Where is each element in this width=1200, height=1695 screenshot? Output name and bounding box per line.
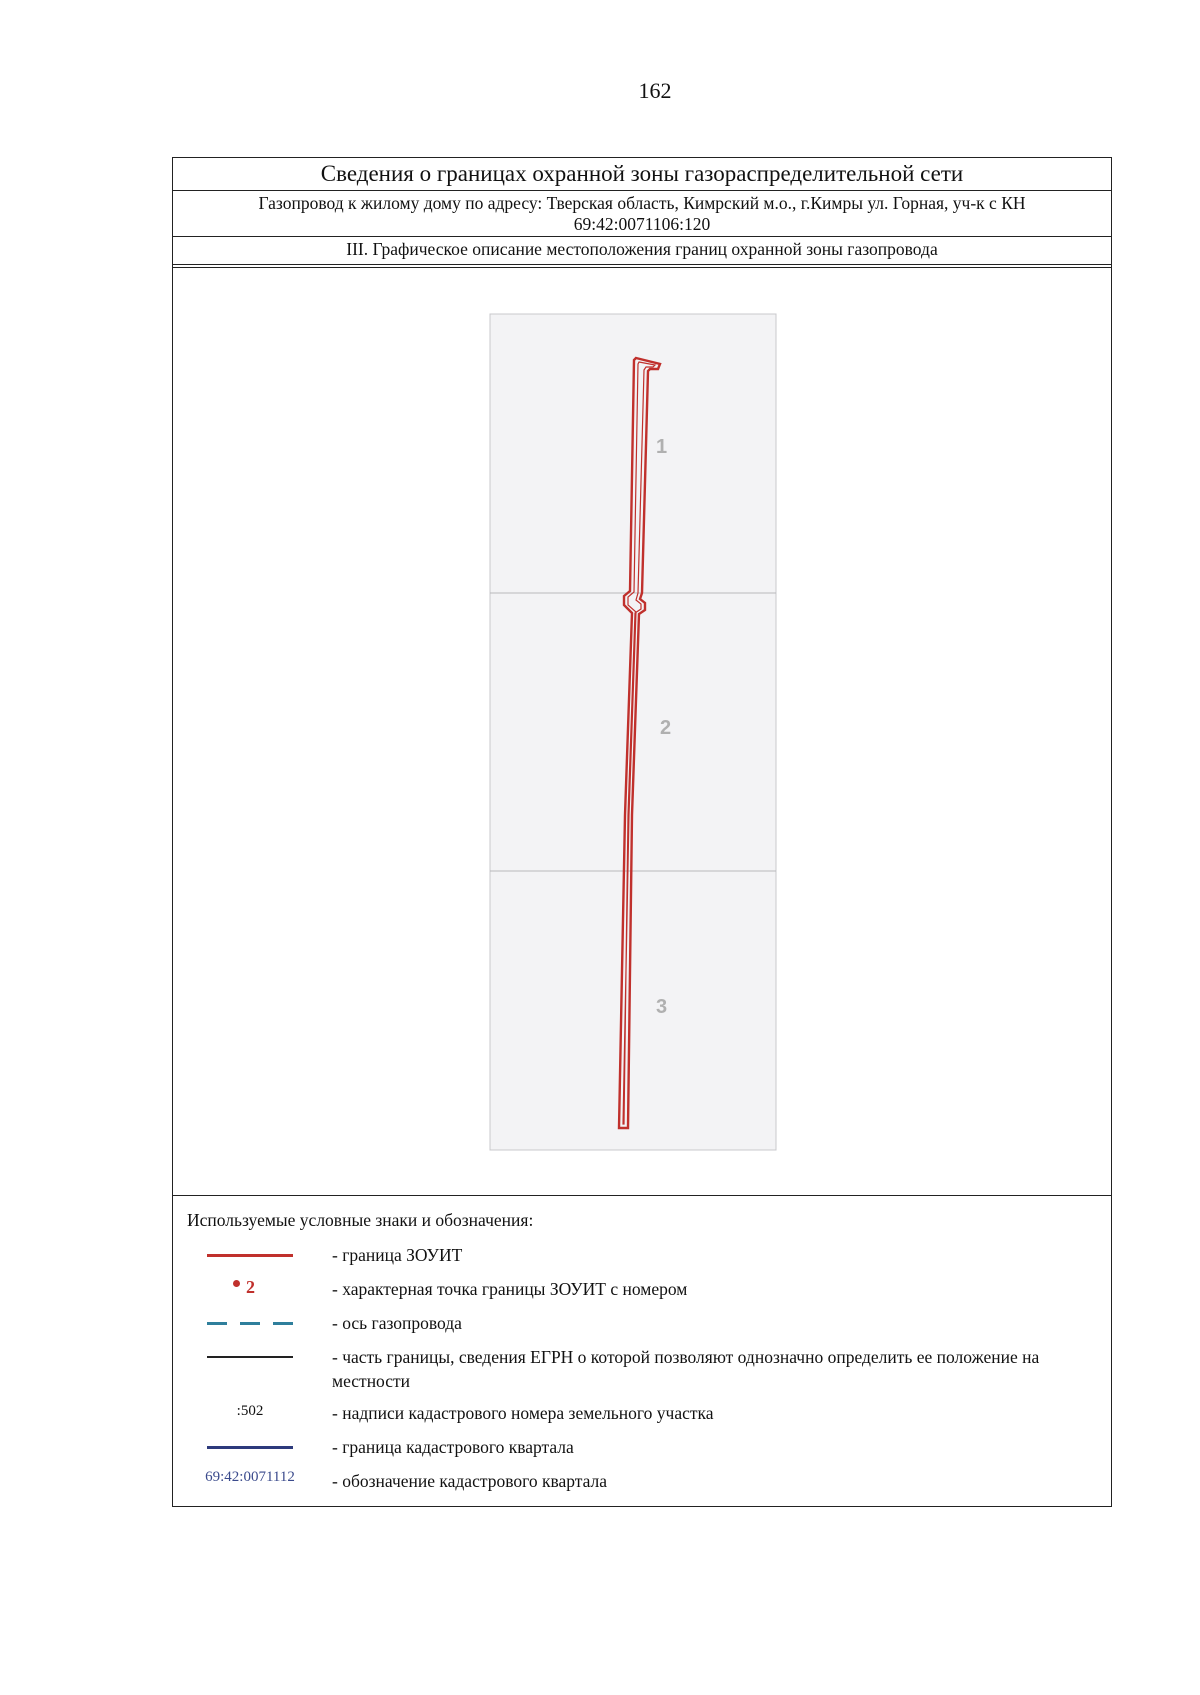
legend-text: - граница ЗОУИТ: [332, 1245, 463, 1265]
legend-item-quarter-border: [187, 1435, 1111, 1469]
legend: [173, 1196, 1111, 1503]
document-frame: [172, 157, 1112, 1507]
legend-title: Используемые условные знаки и обозначения:: [187, 1210, 534, 1230]
legend-item-parcel-label: [187, 1401, 1111, 1435]
legend-symbol-text: [195, 1401, 332, 1427]
legend-symbol-blue-line: [195, 1435, 332, 1461]
legend-symbol-point: [195, 1277, 332, 1303]
dashed-line-swatch: [207, 1322, 293, 1325]
legend-text: - обозначение кадастрового квартала: [332, 1471, 608, 1491]
section-title: III. Графическое описание местоположения границ охранной зоны газопровода: [173, 237, 1111, 268]
legend-symbol-dashed-line: [195, 1311, 332, 1337]
page-number: 162: [638, 78, 672, 103]
parcel-label-swatch: :502: [236, 1403, 264, 1419]
red-line-swatch: [207, 1254, 293, 1257]
map-area: [173, 268, 1111, 1196]
legend-item-gas-axis: [187, 1311, 1111, 1345]
document-subtitle: [173, 191, 1111, 237]
point-swatch: [233, 1277, 255, 1298]
legend-text: - надписи кадастрового номера земельного участка: [332, 1403, 714, 1423]
legend-item-point: [187, 1277, 1111, 1311]
legend-item-zone-border: [187, 1243, 1111, 1277]
legend-symbol-black-line: [195, 1345, 332, 1371]
sheet-label-1: 1: [656, 436, 668, 458]
legend-symbol-red-line: [195, 1243, 332, 1269]
sheet-label-3: 3: [656, 996, 668, 1018]
legend-item-quarter-label: [187, 1469, 1111, 1503]
legend-text: - часть границы, сведения ЕГРН о которой позволяют однозначно определить ее положение на местности: [332, 1347, 1040, 1391]
legend-symbol-text-blue: [195, 1469, 332, 1495]
legend-text: - ось газопровода: [332, 1313, 462, 1333]
subtitle-line-1: Газопровод к жилому дому по адресу: Тверская область, Кимрский м.о., г.Кимры ул. Горная, уч-к с КН: [258, 193, 1026, 213]
point-dot-icon: [233, 1280, 240, 1287]
sheet-label-2: 2: [660, 717, 672, 739]
legend-text: - граница кадастрового квартала: [332, 1437, 574, 1457]
quarter-label-swatch: 69:42:0071112: [205, 1469, 295, 1485]
document-title: Сведения о границах охранной зоны газораспределительной сети: [173, 158, 1111, 191]
black-line-swatch: [207, 1356, 293, 1358]
map-drawing: [173, 268, 1110, 1194]
subtitle-line-2: 69:42:0071106:120: [573, 214, 711, 234]
point-number: 2: [246, 1277, 255, 1297]
legend-item-egrn-border: [187, 1345, 1111, 1401]
legend-text: - характерная точка границы ЗОУИТ с номером: [332, 1279, 688, 1299]
sheet-3: [490, 871, 776, 1150]
blue-line-swatch: [207, 1446, 293, 1449]
